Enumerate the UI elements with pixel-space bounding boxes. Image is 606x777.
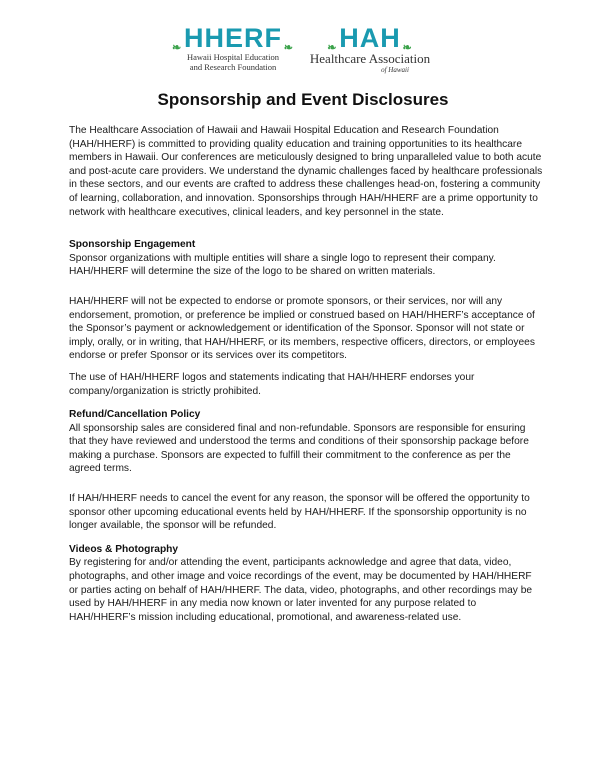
- section-heading-engagement: Sponsorship Engagement: [69, 239, 196, 251]
- engagement-paragraph-3: The use of HAH/HHERF logos and statements indicating that HAH/HHERF endorses your company/organization is strictly prohibited.: [69, 371, 475, 397]
- hah-logo-line1: Healthcare Association: [309, 51, 431, 66]
- refund-paragraph-1: All sponsorship sales are considered final and non-refundable. Sponsors are responsible for ensuring that they have reviewed and understood the terms and conditions of their sponsorship package before making a purchase. Sponsors are expected to fulfill their commitment to the conference as per the agreed terms.: [69, 422, 529, 475]
- hherf-wordmark: HHERF: [184, 23, 282, 53]
- section-heading-videos: Videos & Photography: [69, 543, 179, 555]
- engagement-paragraph-1: Sponsor organizations with multiple entities will share a single logo to represent their company. HAH/HHERF will determine the size of the logo to be shared on written materials.: [69, 252, 496, 278]
- header-logos: [0, 22, 606, 82]
- hherf-logo-line1: Hawaii Hospital Education: [186, 52, 280, 62]
- hherf-logo-line2: and Research Foundation: [189, 62, 277, 72]
- section-heading-refund: Refund/Cancellation Policy: [69, 409, 201, 421]
- videos-paragraph-1: By registering for and/or attending the event, participants acknowledge and agree that data, video, photographs, and other image and voice recordings of the event, may be documented by HAH/HHERF or parties acting on behalf of HAH/HHERF. The data, video, photographs, and other recordings may be used by HAH/HHERF in any media now known or later invented for any purpose related to HAH/HHERF’s mission including educational, promotional, and awareness-related use.: [69, 557, 533, 623]
- intro-paragraph: The Healthcare Association of Hawaii and Hawaii Hospital Education and Research Foundation (HAH/HHERF) is committed to providing quality education and training opportunities to its healthcare members in Hawaii. Our conferences are meticulously designed to bring unparalleled value to both acute and post-acute care providers. We understand the dynamic challenges faced by healthcare professionals in these sectors, and our events are crafted to address these challenges head-on, fostering a community of learning, collaboration, and innovation. Sponsorships through HAH/HHERF are a prime opportunity to network with healthcare executives, clinical leaders, and key personnel in the state.: [69, 125, 543, 218]
- refund-paragraph-2: If HAH/HHERF needs to cancel the event for any reason, the sponsor will be offered the opportunity to sponsor other upcoming educational events held by HAH/HHERF. If the sponsorship opportunity is no longer available, the sponsor will be refunded.: [69, 493, 530, 532]
- leaf-icon: ❧: [283, 42, 294, 54]
- leaf-icon: ❧: [327, 42, 338, 54]
- leaf-icon: ❧: [172, 42, 183, 54]
- document-body: [69, 124, 543, 638]
- hah-logo-line2: of Hawaii: [381, 66, 409, 74]
- engagement-paragraph-2: HAH/HHERF will not be expected to endorse or promote sponsors, or their services, nor will any endorsement, promotion, or preference be implied or construed based on HAH/HHERF’s acceptance of the Sponsor’s payment or acknowledgement or identification of the Sponsor. Sponsor will not state or imply, orally, or in writing, that HAH/HHERF, or its members, respective officers, directors, or employees endorse or prefer Sponsor or its services over its competitors.: [69, 295, 535, 362]
- hherf-logo: [172, 24, 294, 72]
- hah-wordmark: HAH: [339, 23, 401, 53]
- leaf-icon: ❧: [402, 42, 413, 54]
- page-title: Sponsorship and Event Disclosures: [157, 90, 449, 109]
- hah-logo: [302, 24, 438, 74]
